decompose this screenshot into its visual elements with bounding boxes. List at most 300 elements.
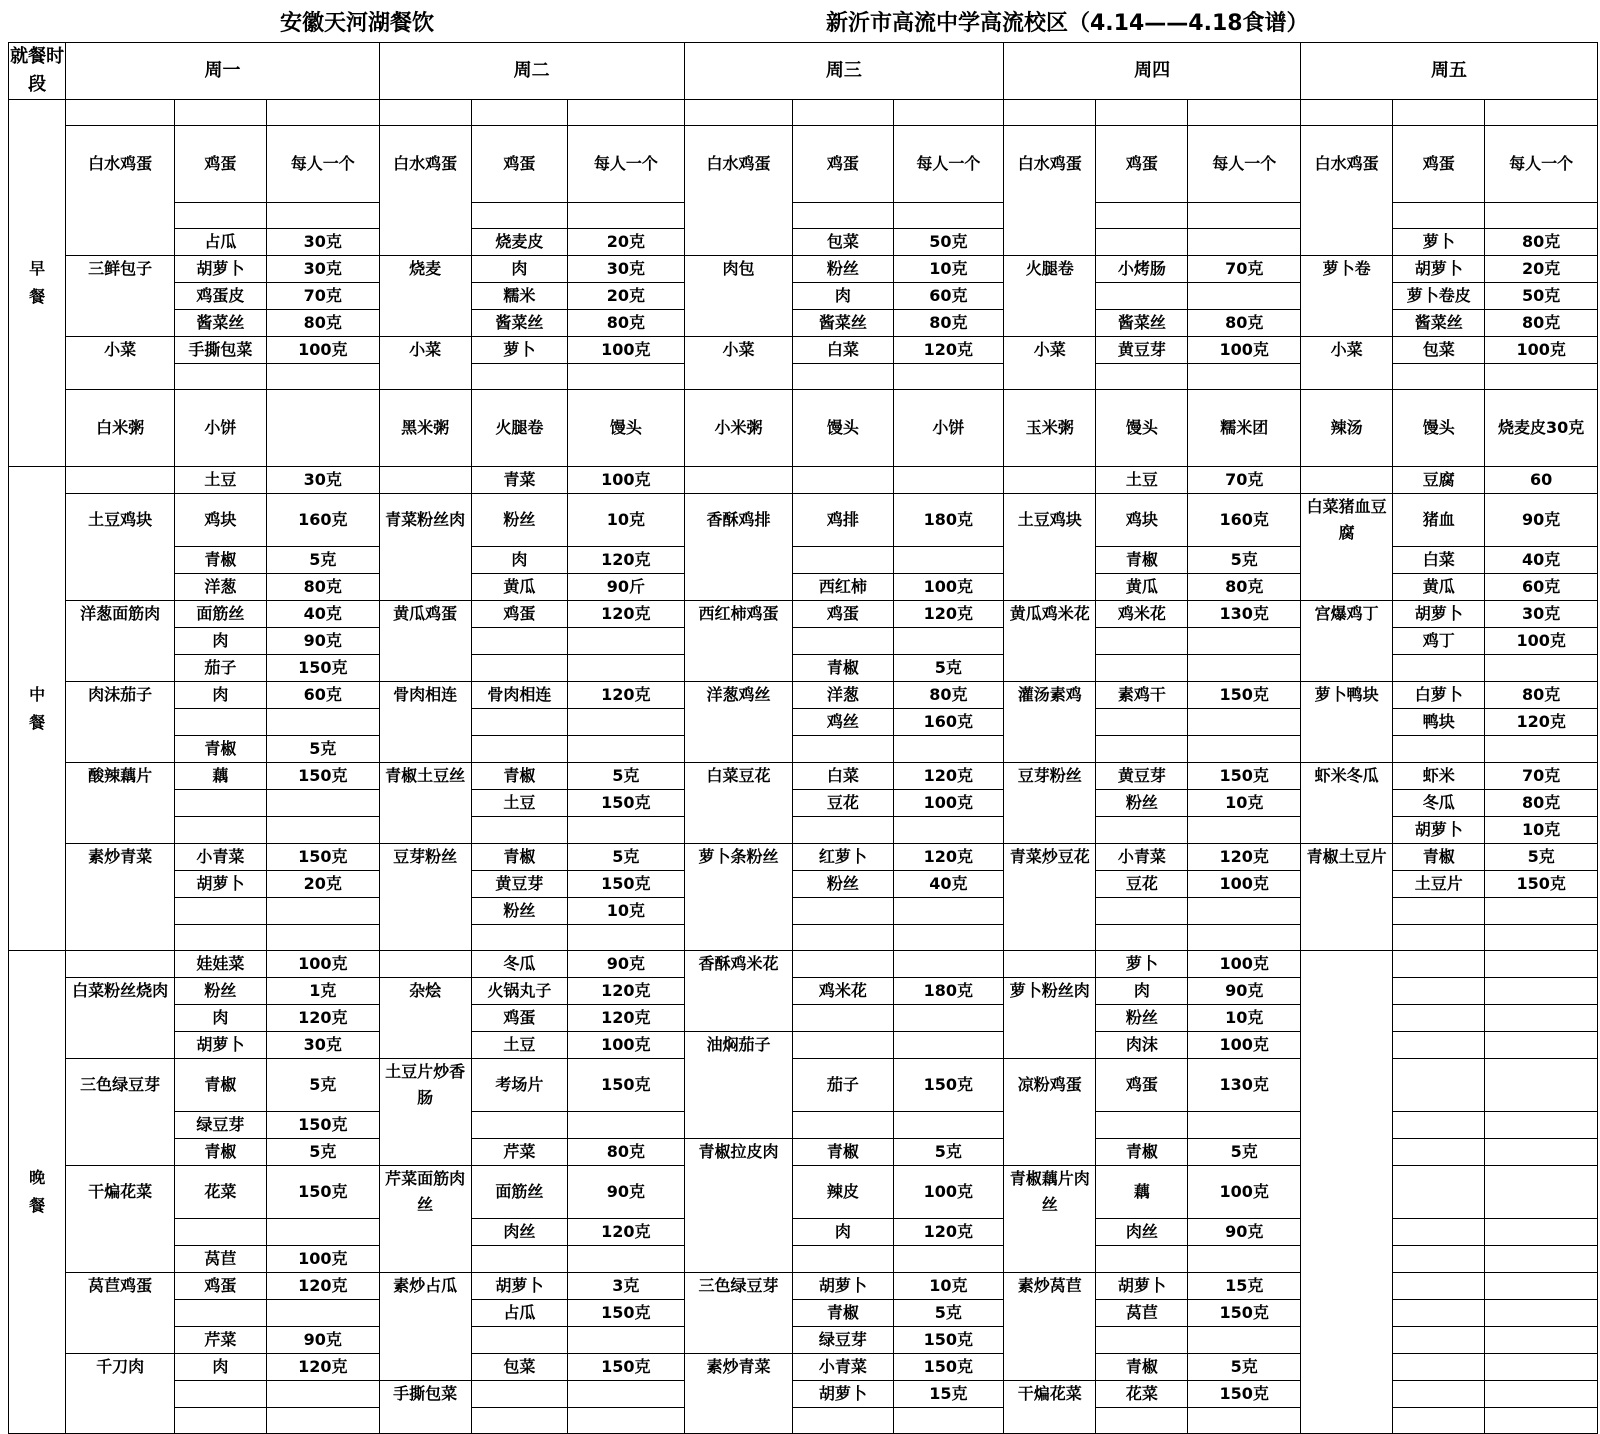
- dish-name: [379, 817, 471, 844]
- ingredient: 火锅丸子: [471, 978, 567, 1005]
- dish-name: [379, 574, 471, 601]
- amount: 120克: [567, 1005, 684, 1032]
- dish-name: [66, 1300, 175, 1327]
- amount: [893, 628, 1004, 655]
- ingredient: 粉丝: [1096, 1005, 1188, 1032]
- dish-name: [1301, 1354, 1393, 1381]
- ingredient: 土豆: [471, 790, 567, 817]
- amount: 100克: [266, 951, 379, 978]
- ingredient: 鸡蛋: [174, 1273, 266, 1300]
- ingredient: [1393, 203, 1485, 229]
- dish-name: 莴苣鸡蛋: [66, 1273, 175, 1300]
- dish-name: [1004, 1005, 1096, 1032]
- ingredient: 鸡蛋: [1393, 126, 1485, 203]
- ingredient: [174, 709, 266, 736]
- dish-name: [379, 229, 471, 256]
- amount: 100克: [567, 337, 684, 364]
- amount: 10克: [567, 494, 684, 547]
- amount: [893, 898, 1004, 925]
- amount: 5克: [893, 1300, 1004, 1327]
- ingredient: 粉丝: [471, 494, 567, 547]
- dish-name: [684, 1112, 793, 1139]
- dish-name: [379, 709, 471, 736]
- dish-name: [1301, 709, 1393, 736]
- amount: 80克: [1485, 310, 1598, 337]
- amount: 130克: [1188, 1059, 1301, 1112]
- ingredient: 鸡米花: [1096, 601, 1188, 628]
- amount: [1188, 229, 1301, 256]
- amount: 5克: [1188, 1354, 1301, 1381]
- amount: [1485, 736, 1598, 763]
- amount: [266, 709, 379, 736]
- amount: [567, 1327, 684, 1354]
- amount: 100克: [1485, 628, 1598, 655]
- amount: [1485, 1219, 1598, 1246]
- dish-name: 萝卜条粉丝: [684, 844, 793, 871]
- amount: 5克: [1188, 1139, 1301, 1166]
- amount: 20克: [567, 283, 684, 310]
- amount: 100克: [1188, 1032, 1301, 1059]
- ingredient: 红萝卜: [793, 844, 893, 871]
- ingredient: 青椒: [793, 655, 893, 682]
- dish-name: 素炒青菜: [684, 1354, 793, 1381]
- dish-name: [1301, 364, 1393, 390]
- amount: 小饼: [893, 390, 1004, 467]
- ingredient: 青椒: [1096, 1354, 1188, 1381]
- dish-name: [379, 1005, 471, 1032]
- ingredient: [793, 1112, 893, 1139]
- dish-name: [66, 817, 175, 844]
- ingredient: 青椒: [1096, 1139, 1188, 1166]
- amount: [1485, 978, 1598, 1005]
- amount: [893, 1246, 1004, 1273]
- ingredient: [1096, 283, 1188, 310]
- ingredient: 鸡蛋: [471, 126, 567, 203]
- ingredient: [1393, 1300, 1485, 1327]
- amount: [567, 1112, 684, 1139]
- amount: 150克: [266, 844, 379, 871]
- amount: [266, 898, 379, 925]
- dish-name: [66, 898, 175, 925]
- ingredient: 小饼: [174, 390, 266, 467]
- ingredient: 胡萝卜: [174, 256, 266, 283]
- weekly-menu-table: [8, 42, 1598, 1434]
- amount: 30克: [266, 229, 379, 256]
- ingredient: 绿豆芽: [174, 1112, 266, 1139]
- amount: [266, 1381, 379, 1408]
- ingredient: 胡萝卜: [1096, 1273, 1188, 1300]
- ingredient: 虾米: [1393, 763, 1485, 790]
- ingredient: 青椒: [174, 1139, 266, 1166]
- ingredient: 鸡丝: [793, 709, 893, 736]
- amount: 80克: [567, 1139, 684, 1166]
- amount: 100克: [1188, 337, 1301, 364]
- dish-name: 玉米粥: [1004, 390, 1096, 467]
- amount: [1485, 1166, 1598, 1219]
- dish-name: [1004, 951, 1096, 978]
- ingredient: 青椒: [793, 1139, 893, 1166]
- dish-name: 灌汤素鸡: [1004, 682, 1096, 709]
- amount: 10克: [567, 898, 684, 925]
- ingredient: 肉: [471, 547, 567, 574]
- ingredient: 芹菜: [174, 1327, 266, 1354]
- amount: 80克: [266, 574, 379, 601]
- ingredient: 鸡蛋: [793, 126, 893, 203]
- amount: 150克: [266, 1166, 379, 1219]
- dish-name: [1004, 310, 1096, 337]
- ingredient: 肉: [174, 628, 266, 655]
- amount: 180克: [893, 494, 1004, 547]
- dish-name: [1301, 1005, 1393, 1032]
- dish-name: [379, 467, 471, 494]
- dish-name: [684, 655, 793, 682]
- amount: 30克: [266, 467, 379, 494]
- dish-name: [1301, 925, 1393, 951]
- ingredient: [1393, 364, 1485, 390]
- ingredient: [471, 1408, 567, 1434]
- dish-name: [1301, 1139, 1393, 1166]
- dish-name: [66, 364, 175, 390]
- dish-name: [66, 547, 175, 574]
- dish-name: 素炒青菜: [66, 844, 175, 871]
- dish-name: [379, 1112, 471, 1139]
- amount: [1485, 1059, 1598, 1112]
- dish-name: [66, 628, 175, 655]
- dish-name: [684, 817, 793, 844]
- amount: 10克: [893, 256, 1004, 283]
- dish-name: 小菜: [379, 337, 471, 364]
- dish-name: [66, 655, 175, 682]
- ingredient: [1393, 1381, 1485, 1408]
- dish-name: [66, 310, 175, 337]
- ingredient: [1393, 1005, 1485, 1032]
- ingredient: 酱菜丝: [174, 310, 266, 337]
- ingredient: [793, 203, 893, 229]
- amount: 20克: [1485, 256, 1598, 283]
- amount: 120克: [567, 978, 684, 1005]
- ingredient: [1393, 925, 1485, 951]
- amount: 150克: [893, 1327, 1004, 1354]
- dish-name: 黄瓜鸡蛋: [379, 601, 471, 628]
- amount: 60: [1485, 467, 1598, 494]
- ingredient: [793, 817, 893, 844]
- ingredient: [1393, 951, 1485, 978]
- dish-name: 洋葱面筋肉: [66, 601, 175, 628]
- dish-name: [1301, 951, 1393, 978]
- ingredient: 白菜: [1393, 547, 1485, 574]
- amount: 5克: [266, 1139, 379, 1166]
- dish-name: 萝卜粉丝肉: [1004, 978, 1096, 1005]
- ingredient: 酱菜丝: [1096, 310, 1188, 337]
- ingredient: [1096, 100, 1188, 126]
- ingredient: [471, 628, 567, 655]
- amount: 90克: [266, 1327, 379, 1354]
- dish-name: 素炒莴苣: [1004, 1273, 1096, 1300]
- dish-name: [684, 1327, 793, 1354]
- amount: 150克: [567, 1354, 684, 1381]
- dish-name: 三色绿豆芽: [66, 1059, 175, 1112]
- ingredient: 火腿卷: [471, 390, 567, 467]
- dish-name: 火腿卷: [1004, 256, 1096, 283]
- ingredient: 黄豆芽: [1096, 763, 1188, 790]
- dish-name: [1301, 467, 1393, 494]
- ingredient: [793, 364, 893, 390]
- ingredient: 胡萝卜: [793, 1273, 893, 1300]
- ingredient: 鸡蛋: [1096, 126, 1188, 203]
- amount: 5克: [567, 763, 684, 790]
- ingredient: 土豆片: [1393, 871, 1485, 898]
- dish-name: 干煸花菜: [1004, 1381, 1096, 1408]
- amount: [1188, 203, 1301, 229]
- dish-name: [684, 790, 793, 817]
- ingredient: [1096, 1408, 1188, 1434]
- ingredient: 素鸡干: [1096, 682, 1188, 709]
- amount: 每人一个: [266, 126, 379, 203]
- ingredient: [793, 925, 893, 951]
- amount: 每人一个: [893, 126, 1004, 203]
- dish-name: [684, 364, 793, 390]
- amount: 30克: [266, 256, 379, 283]
- dish-name: [1004, 790, 1096, 817]
- ingredient: [174, 1219, 266, 1246]
- ingredient: [1096, 709, 1188, 736]
- amount: 5克: [1485, 844, 1598, 871]
- amount: 160克: [1188, 494, 1301, 547]
- amount: 70克: [1485, 763, 1598, 790]
- amount: 90克: [266, 628, 379, 655]
- dish-name: [66, 574, 175, 601]
- company-title: 安徽天河湖餐饮: [280, 10, 435, 36]
- amount: [1188, 898, 1301, 925]
- day-header: 周五: [1301, 43, 1598, 100]
- amount: [266, 203, 379, 229]
- dish-name: 白菜猪血豆腐: [1301, 494, 1393, 547]
- ingredient: 萝卜: [471, 337, 567, 364]
- dish-name: 豆芽粉丝: [379, 844, 471, 871]
- amount: [266, 1219, 379, 1246]
- dish-name: 白水鸡蛋: [684, 126, 793, 203]
- dish-name: [1301, 1032, 1393, 1059]
- ingredient: 黄豆芽: [471, 871, 567, 898]
- amount: 40克: [266, 601, 379, 628]
- amount: 120克: [567, 1219, 684, 1246]
- dish-name: [379, 951, 471, 978]
- ingredient: 白菜: [793, 337, 893, 364]
- amount: 120克: [567, 682, 684, 709]
- ingredient: 青椒: [174, 736, 266, 763]
- dish-name: 肉沫茄子: [66, 682, 175, 709]
- ingredient: 芹菜: [471, 1139, 567, 1166]
- amount: [893, 1408, 1004, 1434]
- dish-name: [379, 898, 471, 925]
- dish-name: [1301, 574, 1393, 601]
- amount: [893, 951, 1004, 978]
- amount: 80克: [1188, 310, 1301, 337]
- ingredient: 馒头: [1096, 390, 1188, 467]
- ingredient: [471, 655, 567, 682]
- amount: [567, 709, 684, 736]
- ingredient: [1393, 1112, 1485, 1139]
- dish-name: [1301, 100, 1393, 126]
- ingredient: [1393, 1219, 1485, 1246]
- amount: 120克: [266, 1354, 379, 1381]
- dish-name: [66, 925, 175, 951]
- dish-name: [1301, 1219, 1393, 1246]
- amount: [893, 925, 1004, 951]
- amount: [1188, 1408, 1301, 1434]
- meal-period-lunch: 中餐: [9, 467, 66, 951]
- dish-name: 肉包: [684, 256, 793, 283]
- ingredient: 黄豆芽: [1096, 337, 1188, 364]
- dish-name: [1301, 203, 1393, 229]
- amount: 90克: [1485, 494, 1598, 547]
- amount: [1188, 655, 1301, 682]
- dish-name: [684, 709, 793, 736]
- amount: [567, 364, 684, 390]
- dish-name: [684, 925, 793, 951]
- ingredient: 小青菜: [174, 844, 266, 871]
- ingredient: 肉: [174, 682, 266, 709]
- amount: [567, 925, 684, 951]
- ingredient: 青菜: [471, 467, 567, 494]
- amount: [1485, 925, 1598, 951]
- ingredient: 肉沫: [1096, 1032, 1188, 1059]
- dish-name: [1004, 574, 1096, 601]
- amount: 120克: [893, 844, 1004, 871]
- amount: [567, 1246, 684, 1273]
- dish-name: [66, 1139, 175, 1166]
- dish-name: 青椒拉皮肉: [684, 1139, 793, 1166]
- ingredient: 考场片: [471, 1059, 567, 1112]
- ingredient: [174, 1381, 266, 1408]
- amount: 120克: [1188, 844, 1301, 871]
- dish-name: [684, 628, 793, 655]
- ingredient: [471, 1381, 567, 1408]
- dish-name: 白菜粉丝烧肉: [66, 978, 175, 1005]
- dish-name: [684, 1005, 793, 1032]
- ingredient: 青椒: [174, 547, 266, 574]
- dish-name: [1301, 1166, 1393, 1219]
- dish-name: [684, 871, 793, 898]
- ingredient: 鸡蛋: [471, 1005, 567, 1032]
- ingredient: 冬瓜: [471, 951, 567, 978]
- amount: 烧麦皮30克: [1485, 390, 1598, 467]
- dish-name: [684, 1408, 793, 1434]
- dish-name: [684, 283, 793, 310]
- dish-name: 白菜豆花: [684, 763, 793, 790]
- ingredient: 豆花: [793, 790, 893, 817]
- ingredient: [471, 203, 567, 229]
- ingredient: 小烤肠: [1096, 256, 1188, 283]
- dish-name: 杂烩: [379, 978, 471, 1005]
- amount: 150克: [266, 655, 379, 682]
- ingredient: 胡萝卜: [1393, 601, 1485, 628]
- ingredient: 鸡蛋: [793, 601, 893, 628]
- dish-name: 青椒藕片肉丝: [1004, 1166, 1096, 1219]
- amount: 70克: [1188, 256, 1301, 283]
- amount: [266, 100, 379, 126]
- dish-name: 小菜: [1301, 337, 1393, 364]
- ingredient: 鸡块: [1096, 494, 1188, 547]
- amount: [1485, 1381, 1598, 1408]
- dish-name: [1301, 1381, 1393, 1408]
- dish-name: 白水鸡蛋: [66, 126, 175, 203]
- ingredient: 青椒: [471, 844, 567, 871]
- dish-name: [1301, 283, 1393, 310]
- dish-name: [1301, 790, 1393, 817]
- dish-name: [1301, 1300, 1393, 1327]
- ingredient: 面筋丝: [471, 1166, 567, 1219]
- amount: 90克: [1188, 978, 1301, 1005]
- amount: [1485, 1139, 1598, 1166]
- amount: [1188, 1246, 1301, 1273]
- dish-name: 西红柿鸡蛋: [684, 601, 793, 628]
- ingredient: 肉: [1096, 978, 1188, 1005]
- ingredient: 胡萝卜: [471, 1273, 567, 1300]
- amount: 90克: [1188, 1219, 1301, 1246]
- dish-name: [379, 203, 471, 229]
- dish-name: [66, 1219, 175, 1246]
- amount: 糯米团: [1188, 390, 1301, 467]
- ingredient: [174, 790, 266, 817]
- amount: [1188, 817, 1301, 844]
- dish-name: [66, 1246, 175, 1273]
- amount: 10克: [893, 1273, 1004, 1300]
- amount: 10克: [1188, 1005, 1301, 1032]
- ingredient: [793, 1032, 893, 1059]
- ingredient: 包菜: [793, 229, 893, 256]
- amount: 每人一个: [1188, 126, 1301, 203]
- ingredient: 萝卜卷皮: [1393, 283, 1485, 310]
- dish-name: [1004, 817, 1096, 844]
- amount: 馒头: [567, 390, 684, 467]
- ingredient: 土豆: [471, 1032, 567, 1059]
- dish-name: [1004, 736, 1096, 763]
- dish-name: 萝卜卷: [1301, 256, 1393, 283]
- ingredient: 鸡蛋: [174, 126, 266, 203]
- amount: [1188, 283, 1301, 310]
- dish-name: [1004, 1246, 1096, 1273]
- dish-name: 白水鸡蛋: [1301, 126, 1393, 203]
- amount: [266, 390, 379, 467]
- dish-name: 土豆鸡块: [66, 494, 175, 547]
- ingredient: 鸡蛋: [1096, 1059, 1188, 1112]
- amount: 150克: [1188, 682, 1301, 709]
- ingredient: 肉丝: [1096, 1219, 1188, 1246]
- amount: [567, 203, 684, 229]
- dish-name: [684, 736, 793, 763]
- ingredient: [793, 951, 893, 978]
- school-menu-title: 新沂市高流中学高流校区（4.14——4.18食谱）: [826, 10, 1309, 36]
- ingredient: 青椒: [471, 763, 567, 790]
- ingredient: [174, 925, 266, 951]
- ingredient: [1393, 1139, 1485, 1166]
- ingredient: [174, 817, 266, 844]
- ingredient: [793, 736, 893, 763]
- ingredient: 糯米: [471, 283, 567, 310]
- meal-period-header: 就餐时段: [9, 43, 66, 100]
- ingredient: [1393, 1246, 1485, 1273]
- ingredient: 青椒: [174, 1059, 266, 1112]
- amount: 120克: [893, 1219, 1004, 1246]
- amount: 100克: [1188, 951, 1301, 978]
- dish-name: 黄瓜鸡米花: [1004, 601, 1096, 628]
- dish-name: [1301, 1112, 1393, 1139]
- amount: 160克: [893, 709, 1004, 736]
- amount: 100克: [893, 574, 1004, 601]
- amount: 150克: [266, 1112, 379, 1139]
- dish-name: 宫爆鸡丁: [1301, 601, 1393, 628]
